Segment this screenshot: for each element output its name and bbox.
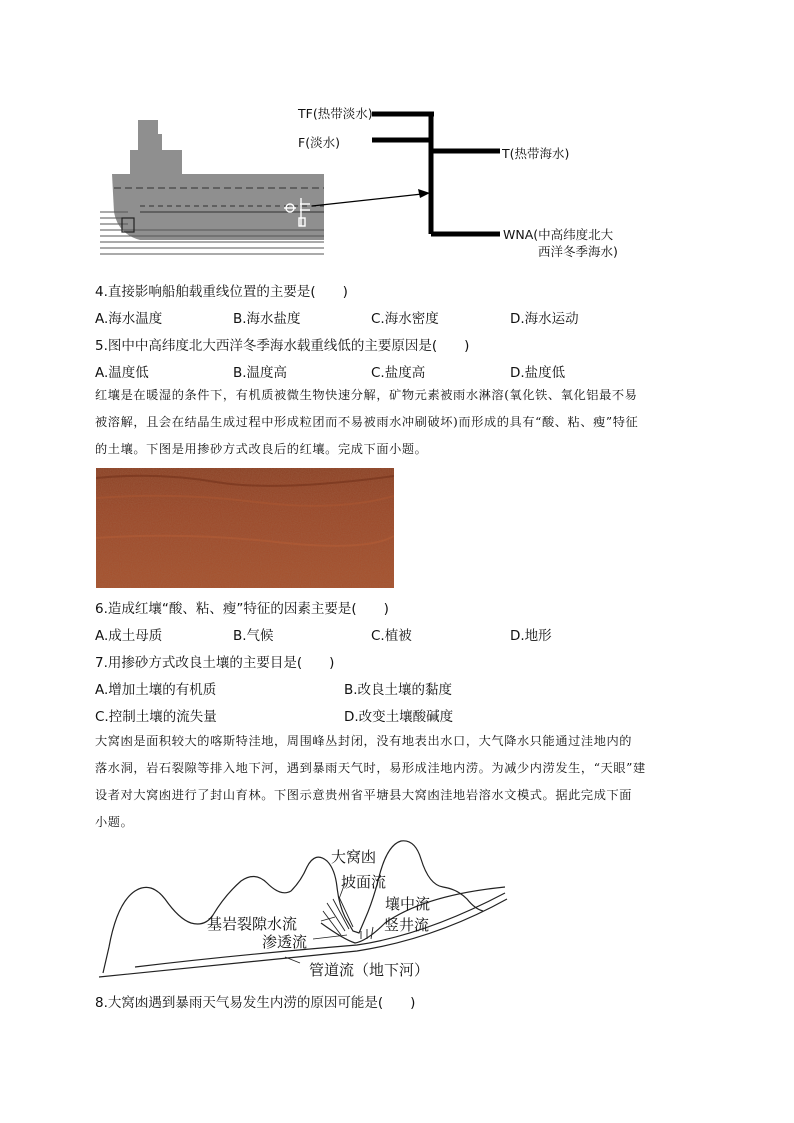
label-wna-1: WNA(中高纬度北大 (503, 227, 614, 242)
q7-stem: 7.用掺砂方式改良土壤的主要目是( ) (95, 655, 335, 671)
q4-option-a[interactable]: A.海水温度 (95, 311, 163, 327)
q4-stem: 4.直接影响船舶载重线位置的主要是( ) (95, 284, 348, 300)
q6-option-d[interactable]: D.地形 (510, 628, 552, 644)
q6-option-b[interactable]: B.气候 (233, 628, 274, 644)
conduit-upper (135, 893, 505, 967)
q4-option-c[interactable]: C.海水密度 (371, 311, 439, 327)
label-slope-flow: 坡面流 (341, 873, 387, 891)
karst-diagram (95, 835, 515, 985)
soil-passage (95, 382, 700, 463)
q5-option-b[interactable]: B.温度高 (233, 365, 288, 381)
red-soil-photo (96, 468, 394, 588)
q5-option-c[interactable]: C.盐度高 (371, 365, 426, 381)
q6-stem: 6.造成红壤“酸、粘、瘦”特征的因素主要是( ) (95, 601, 389, 617)
q5-option-d[interactable]: D.盐度低 (510, 365, 566, 381)
q4-option-b[interactable]: B.海水盐度 (233, 311, 301, 327)
label-wna-2: 西洋冬季海水) (538, 244, 618, 259)
q5-stem: 5.图中中高纬度北大西洋冬季海水载重线低的主要原因是( ) (95, 338, 470, 354)
q6-option-c[interactable]: C.植被 (371, 628, 412, 644)
soil-passage-line-2: 被溶解，且会在结晶生成过程中形成粒团而不易被雨水冲刷破坏)而形成的具有“酸、粘、瘦”特征 (95, 415, 639, 429)
label-t: T(热带海水) (502, 146, 570, 161)
label-bedrock-flow: 基岩裂隙水流 (207, 915, 298, 933)
karst-passage-line-4: 小题。 (95, 815, 134, 829)
q4-option-d[interactable]: D.海水运动 (510, 311, 579, 327)
q6-option-a[interactable]: A.成土母质 (95, 628, 163, 644)
pointer-arrow (312, 194, 422, 206)
label-f: F(淡水) (298, 135, 340, 150)
soil-passage-line-3: 的土壤。下图是用掺砂方式改良后的红壤。完成下面小题。 (95, 442, 428, 456)
bedrock-fractures (323, 897, 353, 935)
karst-passage (95, 728, 700, 836)
label-dawodang: 大窝凼 (331, 848, 377, 866)
label-conduit-flow: 管道流（地下河） (309, 961, 430, 979)
q8-stem: 8.大窝凼遇到暴雨天气易发生内涝的原因可能是( ) (95, 995, 416, 1011)
pointer-arrowhead (418, 189, 430, 198)
load-line-bars (372, 112, 500, 234)
q7-option-b[interactable]: B.改良土壤的黏度 (344, 682, 453, 698)
q7-option-c[interactable]: C.控制土壤的流失量 (95, 709, 217, 725)
karst-passage-line-1: 大窝凼是面积较大的喀斯特洼地，周围峰丛封闭，没有地表出水口，大气降水只能通过洼地内的 (95, 734, 633, 748)
soil-passage-line-1: 红壤是在暖湿的条件下，有机质被微生物快速分解，矿物元素被雨水淋溶(氧化铁、氧化铝最不易 (95, 388, 638, 402)
label-shaft-flow: 竖井流 (384, 916, 430, 934)
karst-passage-line-3: 设者对大窝凼进行了封山育林。下图示意贵州省平塘县大窝凼洼地岩溶水文模式。据此完成下面 (95, 788, 633, 802)
shaft (361, 927, 373, 939)
label-tf: TF(热带淡水) (298, 106, 373, 121)
label-soil-flow: 壤中流 (385, 895, 431, 913)
q7-option-a[interactable]: A.增加土壤的有机质 (95, 682, 217, 698)
q7-option-d[interactable]: D.改变土壤酸碱度 (344, 709, 454, 725)
label-seepage-flow: 渗透流 (262, 933, 308, 951)
ship-cabin (130, 150, 182, 174)
karst-passage-line-2: 落水洞，岩石裂隙等排入地下河，遇到暴雨天气时，易形成洼地内涝。为减少内涝发生，“天眼”建 (95, 761, 646, 775)
q5-option-a[interactable]: A.温度低 (95, 365, 149, 381)
ship-funnel-small (152, 134, 162, 152)
